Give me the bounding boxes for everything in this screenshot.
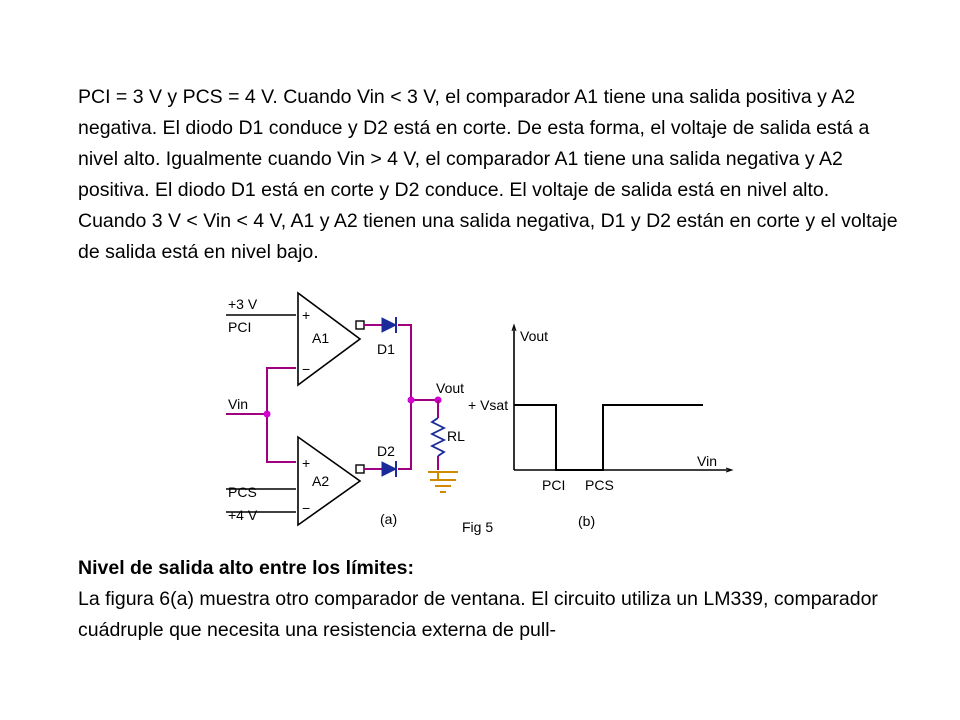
graph-y-label: Vout	[520, 328, 549, 344]
a2-output-pad	[356, 465, 364, 473]
resistor-rl	[432, 418, 444, 456]
section-heading: Nivel de salida alto entre los límites:	[78, 557, 414, 579]
a1-output-pad	[356, 321, 364, 329]
label-vin: Vin	[228, 396, 248, 412]
label-pcs: PCS	[228, 484, 257, 500]
output-curve	[514, 405, 703, 470]
a1-minus-sign: −	[302, 361, 311, 377]
transfer-graph	[468, 325, 732, 529]
label-plus3v: +3 V	[228, 296, 258, 312]
label-a1: A1	[312, 330, 330, 346]
a1-plus-sign: +	[302, 307, 311, 323]
vin-split-wire	[267, 368, 296, 462]
ground-icon	[428, 472, 458, 492]
vin-node-dot	[264, 411, 271, 418]
a2-plus-sign: +	[302, 455, 311, 471]
body-paragraph-1: PCI = 3 V y PCS = 4 V. Cuando Vin < 3 V, el comparador A1 tiene una salida positiva y A2 negativa. El diodo D1 conduce y D2 está en corte. De esta forma, el voltaje de salida está a nivel alto. Igualmente cuando Vin > 4 V, el comparador A1 tiene una salida negativa y A2 positiva. El diodo D1 está en corte y D2 conduce. El voltaje de salida está en nivel alto. Cuando 3 V < Vin < 4 V, A1 y A2 tienen una salida negativa, D1 y D2 están en corte y el voltaje de salida está en nivel bajo.	[78, 86, 898, 263]
label-d1: D1	[377, 341, 395, 357]
label-sub-a: (a)	[380, 511, 398, 527]
graph-tick-pci: PCI	[542, 477, 566, 493]
label-a2: A2	[312, 473, 330, 489]
graph-tick-pcs: PCS	[585, 477, 614, 493]
diode-d2	[382, 461, 396, 477]
circuit-diagram	[226, 293, 465, 527]
label-d2: D2	[377, 443, 395, 459]
body-paragraph-2: La figura 6(a) muestra otro comparador de ventana. El circuito utiliza un LM339, comparador cuádruple que necesita una resistencia externa de pull-	[78, 588, 878, 641]
label-vout: Vout	[436, 380, 465, 396]
label-sub-b: (b)	[578, 513, 596, 529]
a2-minus-sign: −	[302, 500, 311, 516]
diode-d1	[382, 317, 396, 333]
graph-x-label: Vin	[697, 453, 717, 469]
graph-vsat-label: + Vsat	[468, 397, 509, 413]
label-rl: RL	[447, 428, 465, 444]
figure-caption: Fig 5	[462, 519, 494, 535]
diode-junction-wire	[398, 325, 411, 469]
output-node-dot-1	[408, 397, 415, 404]
label-4v: +4 V	[228, 507, 258, 523]
label-pci: PCI	[228, 319, 252, 335]
